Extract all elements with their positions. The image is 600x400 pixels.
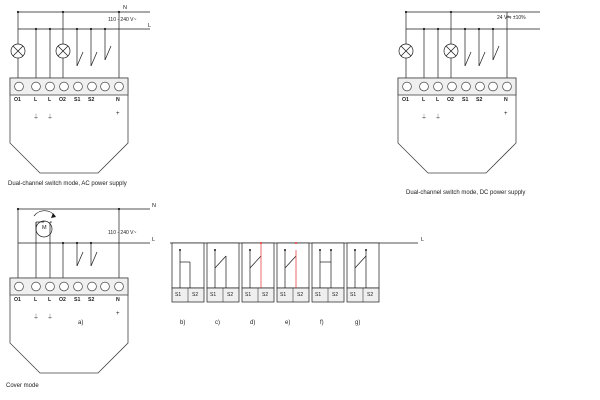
terminal-label-o1-dc: O1 [402,97,409,103]
terminal-label-s2-dc: S2 [476,97,483,103]
terminal-label-o1-ac: O1 [14,97,21,103]
terminal-label-o1-cover: O1 [14,297,21,303]
supply-label-dc: 24 V⇋ ±10% [497,15,526,21]
ground-mark-l2-ac: ⏚ [47,115,54,121]
terminal-label-n-ac: N [116,97,120,103]
plus-mark-n-dc: + [504,111,508,117]
pad-label-b-s2: S2 [192,292,199,298]
terminal-label-l1-dc: L [422,97,426,103]
variant-key-a: a) [78,320,84,326]
pad-label-e-s1: S1 [280,292,287,298]
ground-mark-l1-cover: ⏚ [33,315,40,321]
plus-mark-n-ac: + [116,111,120,117]
variant-key-c: c) [215,320,220,326]
terminal-label-s1-ac: S1 [74,97,81,103]
terminal-label-s2-cover: S2 [88,297,95,303]
pad-label-f-s1: S1 [315,292,322,298]
terminal-label-l1-cover: L [34,297,38,303]
pad-label-c-s1: S1 [210,292,217,298]
pad-label-e-s2: S2 [297,292,304,298]
terminal-label-l1-ac: L [34,97,38,103]
pad-label-f-s2: S2 [332,292,339,298]
terminal-label-l2-dc: L [436,97,440,103]
ground-mark-l1-ac: ⏚ [33,115,40,121]
terminal-label-o2-ac: O2 [59,97,66,103]
variant-key-b: b) [180,320,186,326]
terminal-label-l2-ac: L [48,97,52,103]
terminal-label-n-cover: N [116,297,120,303]
variant-key-g: g) [355,320,361,326]
line-label-n-ac: N [123,5,127,11]
motor-label: M [42,225,47,231]
terminal-label-o2-dc: O2 [447,97,454,103]
caption-cover-mode: Cover mode [6,383,39,389]
terminal-label-l2-cover: L [48,297,52,303]
line-label-l-ac: L [148,23,152,29]
variant-key-d: d) [250,320,256,326]
ground-mark-l2-cover: ⏚ [47,315,54,321]
plus-mark-n-cover: + [116,311,120,317]
supply-label-cover: 110 - 240 V~ [108,230,137,236]
terminal-label-n-dc: N [504,97,508,103]
variant-key-e: e) [285,320,291,326]
pad-label-d-s1: S1 [245,292,252,298]
ground-mark-l1-dc: ⏚ [421,115,428,121]
terminal-label-s1-cover: S1 [74,297,81,303]
supply-label-ac: 110 - 240 V~ [108,17,137,23]
pad-label-b-s1: S1 [175,292,182,298]
line-label-l-variants: L [421,237,425,243]
pad-label-c-s2: S2 [227,292,234,298]
variant-key-f: f) [320,320,324,326]
line-label-l-cover: L [152,237,156,243]
ground-mark-l2-dc: ⏚ [435,115,442,121]
terminal-label-s1-dc: S1 [462,97,469,103]
pad-label-d-s2: S2 [262,292,269,298]
caption-dc-switch: Dual-channel switch mode, DC power supply [406,190,526,196]
pad-label-g-s2: S2 [367,292,374,298]
pad-label-g-s1: S1 [350,292,357,298]
terminal-label-o2-cover: O2 [59,297,66,303]
caption-ac-switch: Dual-channel switch mode, AC power supply [8,181,127,187]
terminal-label-s2-ac: S2 [88,97,95,103]
line-label-n-cover: N [152,203,156,209]
